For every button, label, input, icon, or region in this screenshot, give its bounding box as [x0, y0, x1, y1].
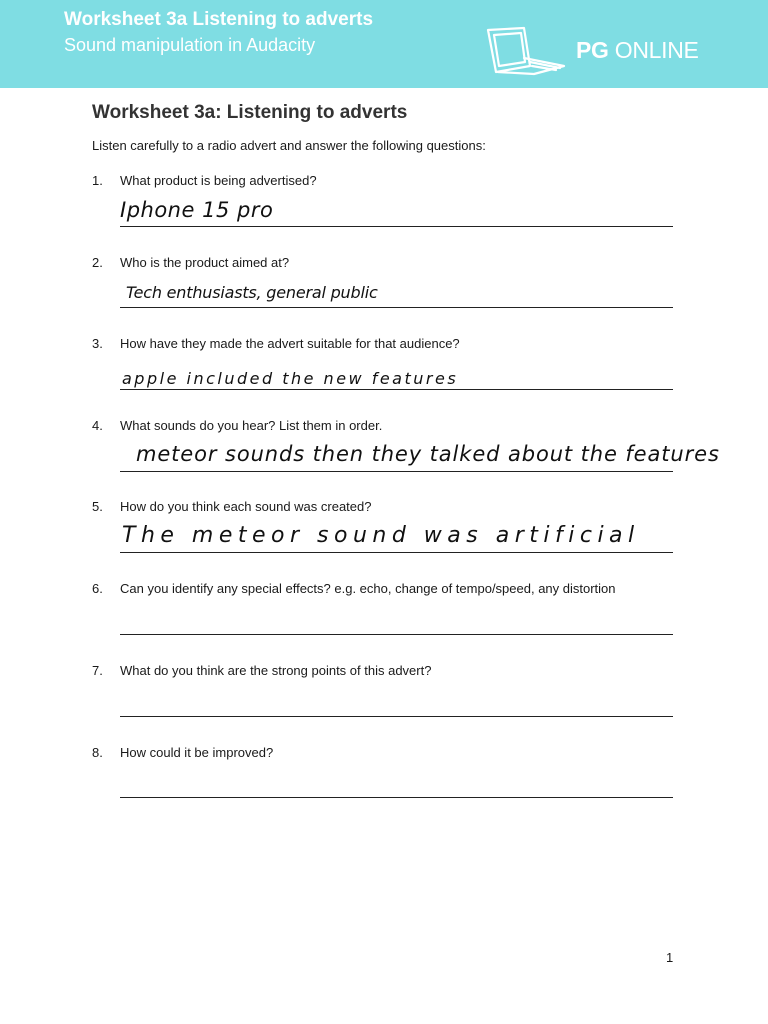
handwritten-answer: meteor sounds then they talked about the features [136, 442, 720, 466]
answer-line[interactable] [120, 716, 673, 717]
question-text: How do you think each sound was created? [120, 499, 372, 514]
document-title: Worksheet 3a: Listening to adverts [92, 102, 408, 123]
question-text: Can you identify any special effects? e.g. echo, change of tempo/speed, any distortion [120, 581, 616, 596]
question-text: Who is the product aimed at? [120, 255, 290, 270]
answer-line[interactable] [120, 389, 673, 390]
header-banner [0, 0, 768, 88]
answer-line[interactable] [120, 226, 673, 227]
question-number: 8. [92, 745, 103, 760]
handwritten-answer: Iphone 15 pro [120, 198, 274, 222]
answer-line[interactable] [120, 552, 673, 553]
question-number: 1. [92, 173, 103, 188]
banner-subtitle: Sound manipulation in Audacity [64, 35, 316, 55]
intro-text: Listen carefully to a radio advert and answer the following questions: [92, 138, 486, 153]
handwritten-answer: apple included the new features [122, 369, 459, 388]
laptop-icon [484, 26, 568, 76]
logo-text: PG ONLINE [576, 37, 699, 63]
question-text: What product is being advertised? [120, 173, 317, 188]
question-number: 3. [92, 336, 103, 351]
question-text: What do you think are the strong points of this advert? [120, 663, 432, 678]
page-number: 1 [666, 950, 674, 965]
answer-line[interactable] [120, 307, 673, 308]
answer-line[interactable] [120, 797, 673, 798]
question-text: How have they made the advert suitable for that audience? [120, 336, 460, 351]
question-text: How could it be improved? [120, 745, 274, 760]
banner-title: Worksheet 3a Listening to adverts [64, 9, 374, 30]
question-number: 4. [92, 418, 103, 433]
question-number: 5. [92, 499, 103, 514]
question-number: 7. [92, 663, 103, 678]
answer-line[interactable] [120, 634, 673, 635]
handwritten-answer: Tech enthusiasts, general public [126, 283, 378, 302]
answer-line[interactable] [120, 471, 673, 472]
handwritten-answer: The meteor sound was artificial [122, 523, 640, 548]
question-text: What sounds do you hear? List them in order. [120, 418, 383, 433]
question-number: 2. [92, 255, 103, 270]
question-number: 6. [92, 581, 103, 596]
